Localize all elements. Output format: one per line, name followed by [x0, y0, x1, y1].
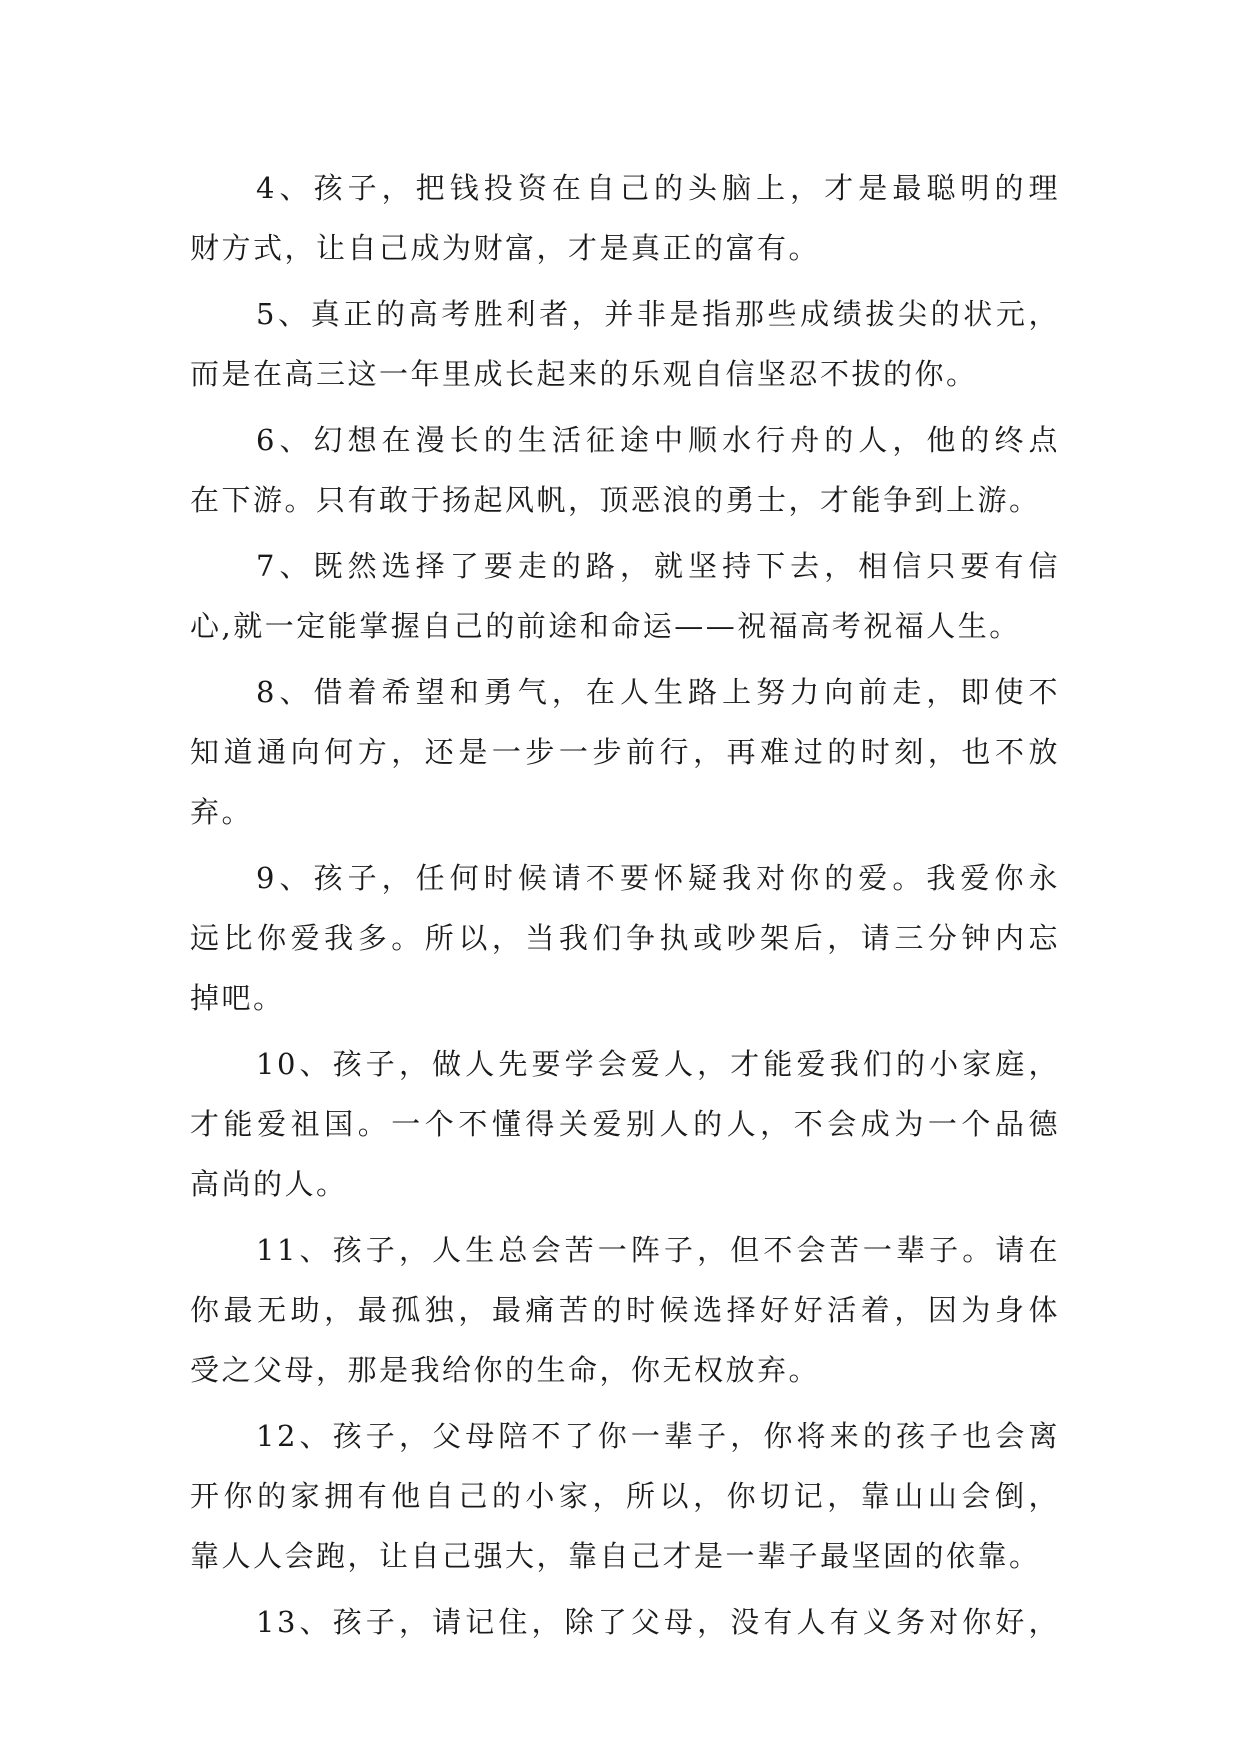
paragraph-line: 财方式，让自己成为财富，才是真正的富有。 [190, 231, 821, 265]
paragraph-line: 6、幻想在漫长的生活征途中顺水行舟的人，他的终点 [256, 423, 1060, 457]
paragraph-line: 7、既然选择了要走的路，就坚持下去，相信只要有信 [256, 549, 1060, 583]
paragraph-8 [190, 662, 1060, 842]
paragraph-9 [190, 848, 1060, 1028]
paragraph-12 [190, 1406, 1060, 1586]
paragraph-line: 5、真正的高考胜利者，并非是指那些成绩拔尖的状元， [256, 297, 1060, 331]
document-body [190, 158, 1060, 1658]
paragraph-line: 心,就一定能掌握自己的前途和命运——祝福高考祝福人生。 [190, 609, 1021, 643]
paragraph-line: 高尚的人。 [190, 1167, 348, 1201]
paragraph-11 [190, 1220, 1060, 1400]
paragraph-line: 受之父母，那是我给你的生命，你无权放弃。 [190, 1353, 821, 1387]
paragraph-line: 开你的家拥有他自己的小家，所以，你切记，靠山山会倒， [190, 1479, 1060, 1513]
paragraph-line: 靠人人会跑，让自己强大，靠自己才是一辈子最坚固的依靠。 [190, 1539, 1041, 1573]
paragraph-line: 掉吧。 [190, 981, 285, 1015]
paragraph-line: 远比你爱我多。所以，当我们争执或吵架后，请三分钟内忘 [190, 921, 1060, 955]
paragraph-line: 弃。 [190, 795, 254, 829]
paragraph-line: 8、借着希望和勇气，在人生路上努力向前走，即使不 [256, 675, 1060, 709]
paragraph-10 [190, 1034, 1060, 1214]
paragraph-line: 12、孩子，父母陪不了你一辈子，你将来的孩子也会离 [256, 1419, 1060, 1453]
paragraph-line: 4、孩子，把钱投资在自己的头脑上，才是最聪明的理 [256, 171, 1060, 205]
paragraph-line: 而是在高三这一年里成长起来的乐观自信坚忍不拔的你。 [190, 357, 978, 391]
paragraph-13 [190, 1592, 1060, 1652]
paragraph-line: 知道通向何方，还是一步一步前行，再难过的时刻，也不放 [190, 735, 1060, 769]
paragraph-line: 13、孩子，请记住，除了父母，没有人有义务对你好， [256, 1605, 1060, 1639]
paragraph-6 [190, 410, 1060, 530]
paragraph-line: 在下游。只有敢于扬起风帆，顶恶浪的勇士，才能争到上游。 [190, 483, 1041, 517]
paragraph-line: 11、孩子，人生总会苦一阵子，但不会苦一辈子。请在 [256, 1233, 1060, 1267]
paragraph-7 [190, 536, 1060, 656]
paragraph-line: 9、孩子，任何时候请不要怀疑我对你的爱。我爱你永 [256, 861, 1060, 895]
paragraph-line: 才能爱祖国。一个不懂得关爱别人的人，不会成为一个品德 [190, 1107, 1060, 1141]
paragraph-4 [190, 158, 1060, 278]
paragraph-5 [190, 284, 1060, 404]
paragraph-line: 你最无助，最孤独，最痛苦的时候选择好好活着，因为身体 [190, 1293, 1060, 1327]
paragraph-line: 10、孩子，做人先要学会爱人，才能爱我们的小家庭， [256, 1047, 1060, 1081]
